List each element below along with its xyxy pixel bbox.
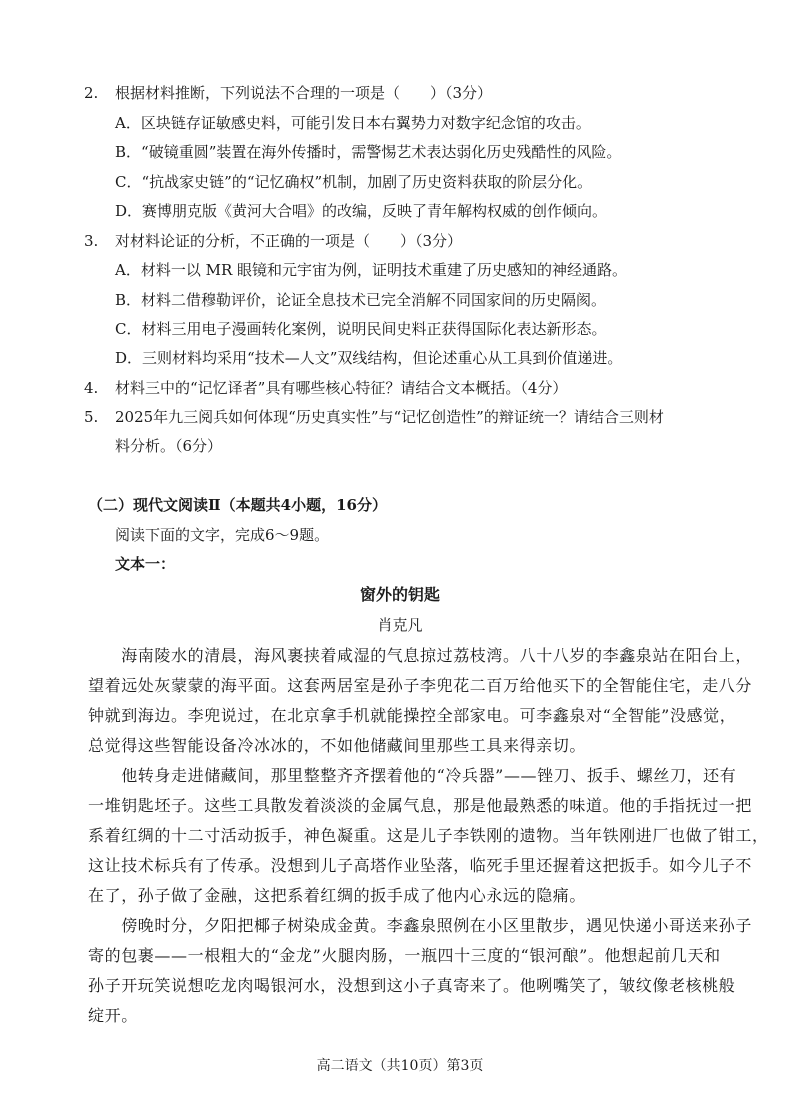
section-heading: （二）现代文阅读Ⅱ（本题共4小题，16分） — [88, 496, 387, 514]
option-d: D．三则材料均采用“技术—人文”双线结构，但论述重心从工具到价值递进。 — [115, 349, 623, 367]
story-line: 海南陵水的清晨，海风裹挟着咸湿的气息掠过荔枝湾。八十八岁的李鑫泉站在阳台上， — [88, 646, 753, 665]
story-title: 窗外的钥匙 — [359, 585, 440, 604]
story-line: 他转身走进储藏间，那里整整齐齐摆着他的“冷兵器”——锉刀、扳手、螺丝刀，还有 — [88, 766, 737, 785]
text-label: 文本一： — [115, 555, 176, 573]
option-c: C．“抗战家史链”的“记忆确权”机制，加剧了历史资料获取的阶层分化。 — [115, 173, 593, 191]
question-stem-line-2: 料分析。（6分） — [115, 437, 223, 455]
section-instruction: 阅读下面的文字，完成6～9题。 — [115, 526, 330, 544]
story-line: 绽开。 — [88, 1006, 138, 1025]
option-b: B．“破镜重圆”装置在海外传播时，需警惕艺术表达弱化历史残酷性的风险。 — [115, 143, 622, 161]
question-stem: 对材料论证的分析，不正确的一项是（ ）（3分） — [115, 232, 463, 250]
option-b: B．材料二借穆勒评价，论证全息技术已完全消解不同国家间的历史隔阂。 — [115, 291, 607, 309]
page-footer: 高二语文（共10页）第3页 — [316, 1058, 484, 1074]
story-line: 在了，孙子做了金融，这把系着红绸的扳手成了他内心永远的隐痛。 — [88, 886, 587, 905]
question-number: 3. — [84, 232, 99, 250]
story-line: 寄的包裹——一根粗大的“金龙”火腿肉肠，一瓶四十三度的“银河酿”。他想起前几天和 — [88, 946, 721, 965]
option-a: A．材料一以 MR 眼镜和元宇宙为例，证明技术重建了历史感知的神经通路。 — [115, 261, 628, 279]
story-line: 这让技术标兵有了传承。没想到儿子高塔作业坠落，临死手里还握着这把扳手。如今儿子不 — [88, 856, 753, 875]
story-line: 钟就到海边。李兜说过，在北京拿手机就能操控全部家电。可李鑫泉对“全智能”没感觉， — [88, 706, 737, 725]
option-c: C．材料三用电子漫画转化案例，说明民间史料正获得国际化表达新形态。 — [115, 320, 607, 338]
question-number: 4. — [84, 379, 99, 397]
question-stem-line-1: 2025年九三阅兵如何体现“历史真实性”与“记忆创造性”的辩证统一？请结合三则材 — [115, 408, 664, 426]
story-line: 系着红绸的十二寸活动扳手，神色凝重。这是儿子李铁刚的遗物。当年铁刚进厂也做了钳工， — [88, 826, 769, 845]
option-d: D．赛博朋克版《黄河大合唱》的改编，反映了青年解构权威的创作倾向。 — [115, 202, 608, 220]
story-line: 傍晚时分，夕阳把椰子树染成金黄。李鑫泉照例在小区里散步，遇见快递小哥送来孙子 — [88, 916, 753, 935]
story-line: 孙子开玩笑说想吃龙肉喝银河水，没想到这小子真寄来了。他咧嘴笑了，皱纹像老核桃般 — [88, 976, 736, 995]
story-line: 总觉得这些智能设备冷冰冰的，不如他储藏间里那些工具来得亲切。 — [88, 736, 587, 755]
story-line: 望着远处灰蒙蒙的海平面。这套两居室是孙子李兜花二百万给他买下的全智能住宅，走八分 — [88, 676, 753, 695]
question-number: 5. — [84, 408, 99, 426]
question-number: 2. — [84, 84, 99, 102]
story-author: 肖克凡 — [377, 616, 423, 634]
question-stem: 根据材料推断，下列说法不合理的一项是（ ）（3分） — [115, 84, 493, 102]
story-line: 一堆钥匙坯子。这些工具散发着淡淡的金属气息，那是他最熟悉的味道。他的手指抚过一把 — [88, 796, 753, 815]
option-a: A．区块链存证敏感史料，可能引发日本右翼势力对数字纪念馆的攻击。 — [115, 114, 591, 132]
question-stem: 材料三中的“记忆译者”具有哪些核心特征？请结合文本概括。（4分） — [115, 379, 568, 397]
